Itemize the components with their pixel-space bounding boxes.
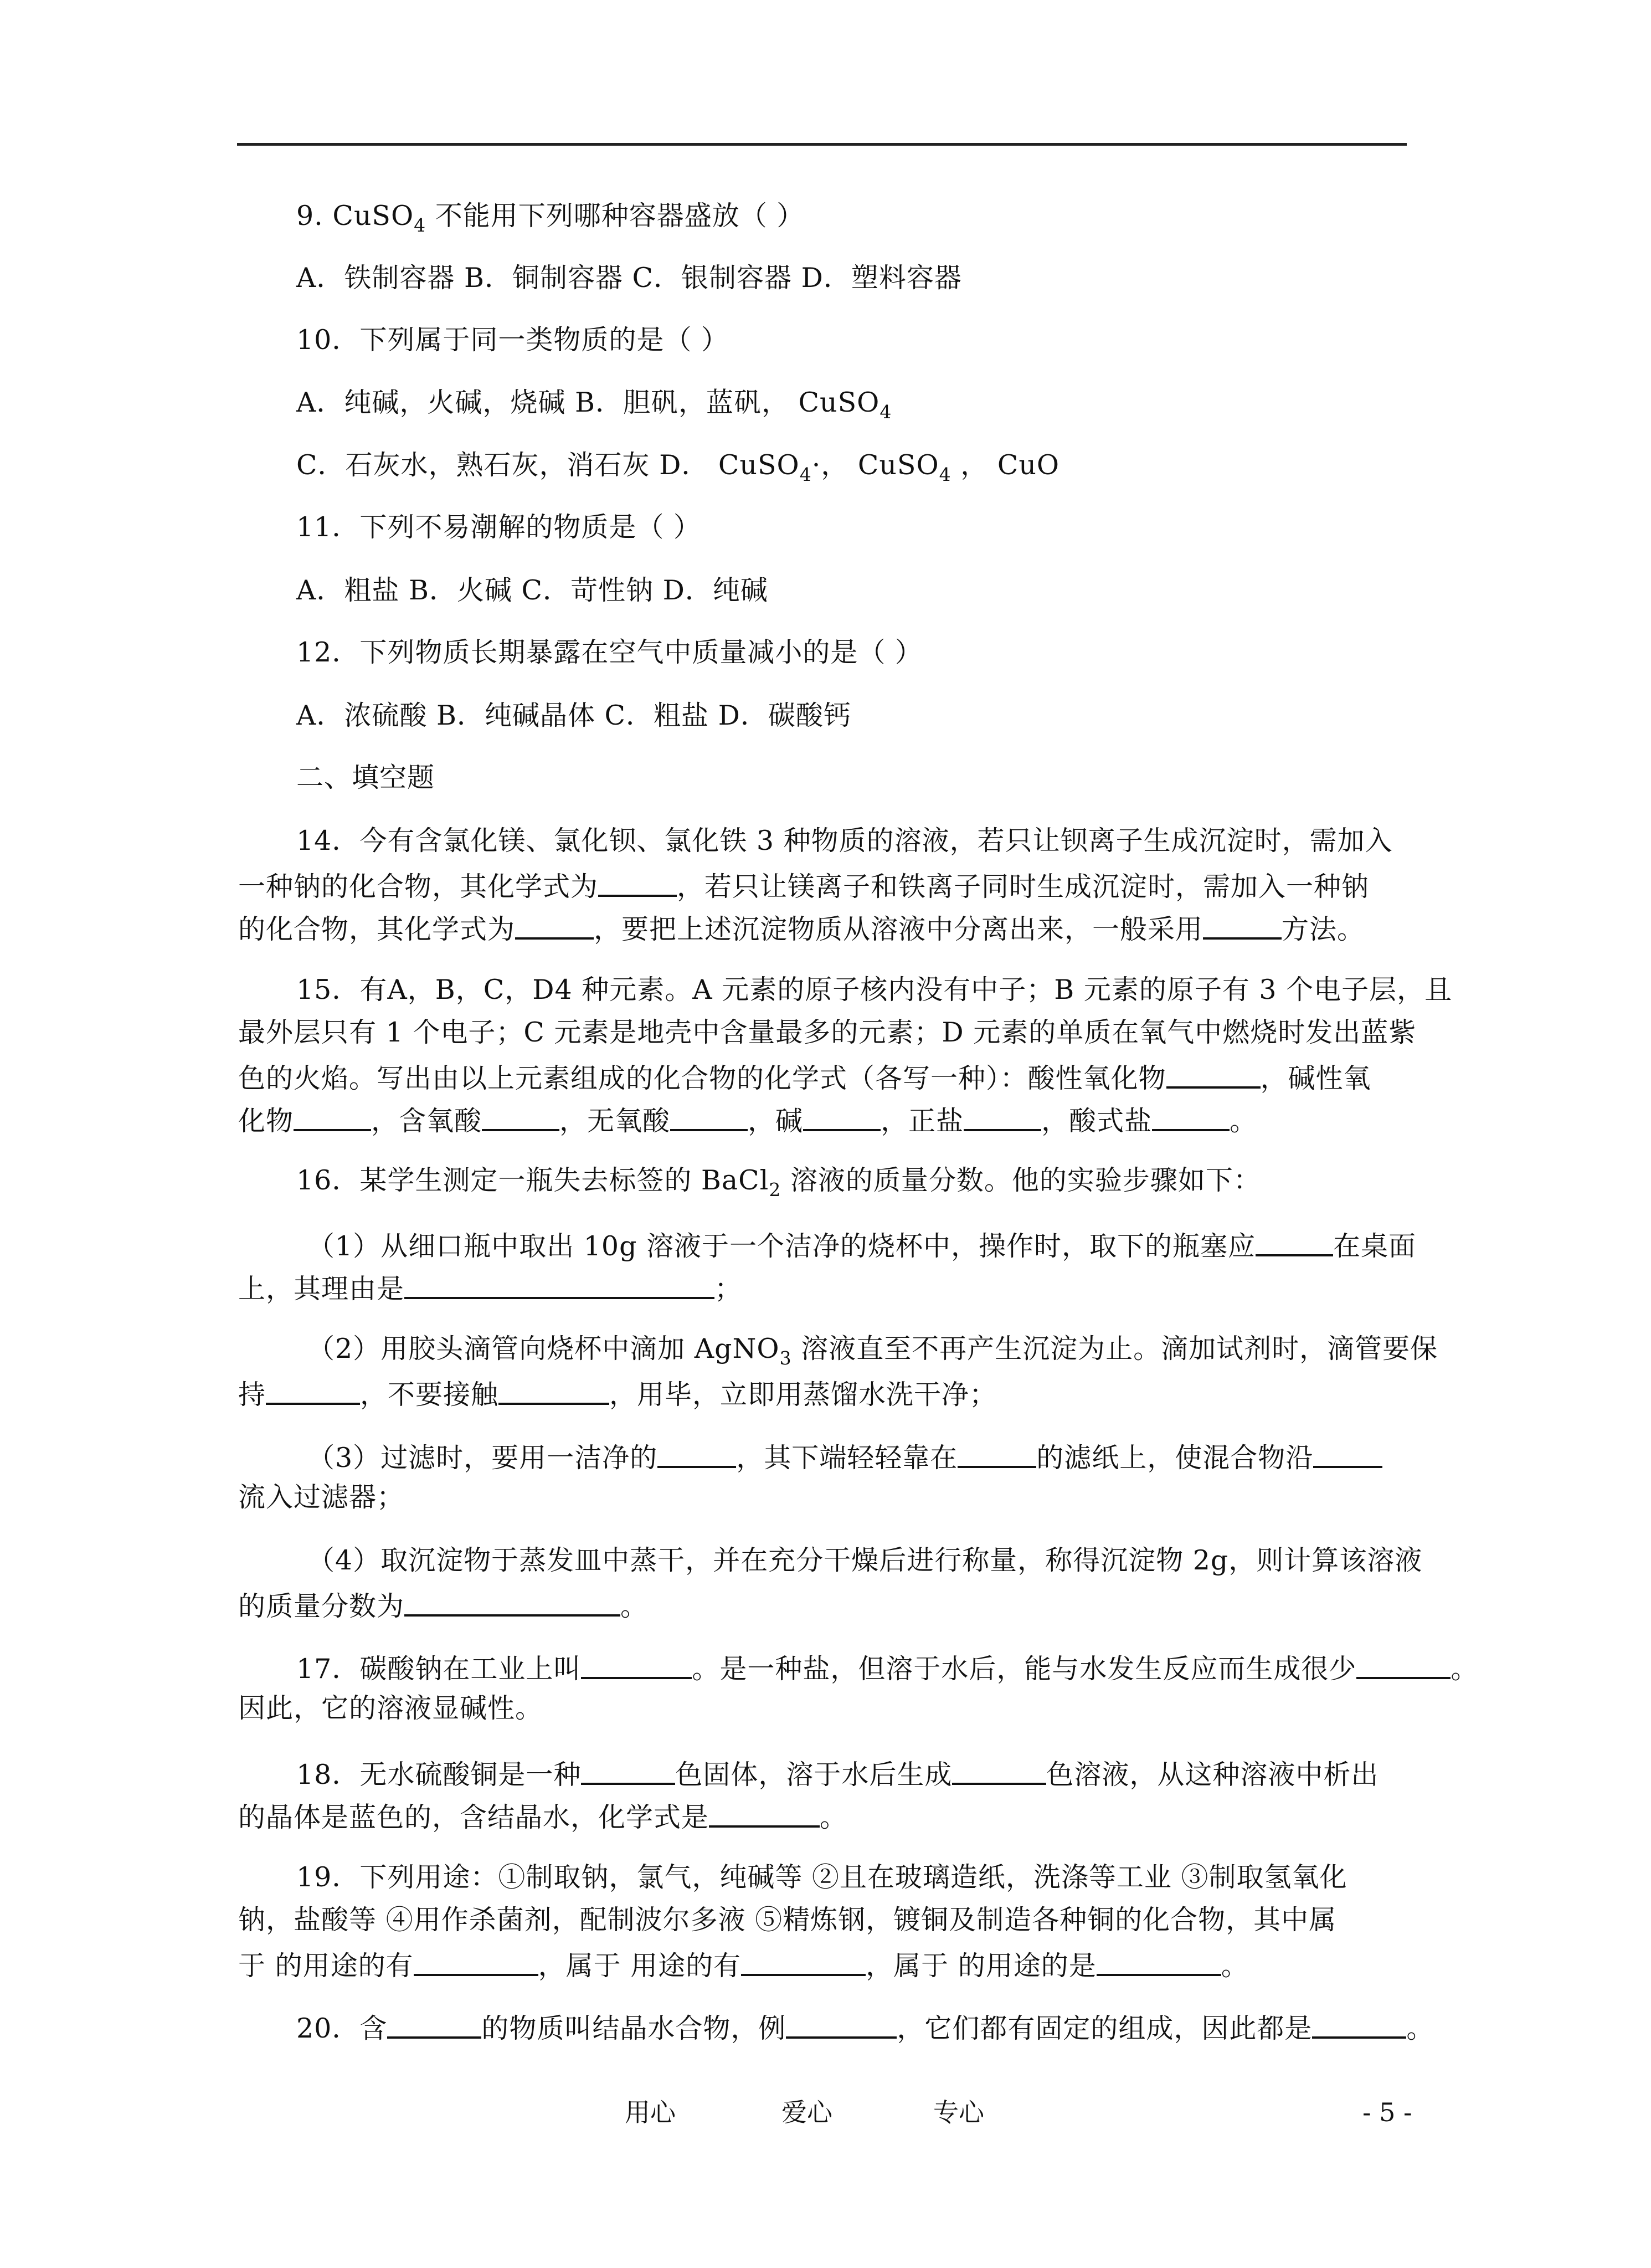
question-19-line-2: 钠，盐酸等 ④用作杀菌剂，配制波尔多液 ⑤精炼钢，镀铜及制造各种铜的化合物，其中属 xyxy=(238,1904,1337,1936)
answer-blank[interactable] xyxy=(598,867,677,897)
question-16-step-3-line-1: （3）过滤时，要用一洁净的 ，其下端轻轻靠在 的滤纸上，使混合物沿 xyxy=(307,1438,1382,1475)
question-18-line-1: 18．无水硫酸铜是一种 色固体，溶于水后生成 色溶液，从这种溶液中析出 xyxy=(296,1755,1379,1792)
answer-blank[interactable] xyxy=(266,1375,360,1405)
answer-blank[interactable] xyxy=(657,1438,736,1468)
answer-blank[interactable] xyxy=(1152,1101,1230,1131)
answer-blank[interactable] xyxy=(1166,1059,1261,1089)
answer-blank[interactable] xyxy=(294,1101,371,1131)
question-14-line-1: 14．今有含氯化镁、氯化钡、氯化铁 3 种物质的溶液，若只让钡离子生成沉淀时，需加入 xyxy=(296,825,1393,856)
answer-blank[interactable] xyxy=(1356,1649,1451,1679)
question-12: 12．下列物质长期暴露在空气中质量减小的是（ ） xyxy=(296,637,923,668)
question-15-line-2: 最外层只有 1 个电子；C 元素是地壳中含量最多的元素；D 元素的单质在氧气中燃烧时发出蓝紫 xyxy=(238,1017,1417,1048)
page-number: - 5 - xyxy=(1362,2097,1412,2127)
answer-blank[interactable] xyxy=(1256,1227,1333,1256)
answer-blank[interactable] xyxy=(709,1798,820,1828)
question-14-line-2: 一种钠的化合物，其化学式为 ，若只让镁离子和铁离子同时生成沉淀时，需加入一种钠 xyxy=(238,867,1369,904)
answer-blank[interactable] xyxy=(1313,1438,1382,1468)
question-15-line-1: 15．有A，B，C，D4 种元素。A 元素的原子核内没有中子；B 元素的原子有 3 个电子层，且 xyxy=(296,974,1453,1005)
question-11: 11．下列不易潮解的物质是（ ） xyxy=(296,511,701,543)
header-rule xyxy=(237,143,1407,146)
question-15-line-4: 化物 ，含氧酸 ，无氧酸 ，碱 ，正盐 ，酸式盐 。 xyxy=(238,1101,1257,1138)
answer-blank[interactable] xyxy=(964,1101,1041,1131)
answer-blank[interactable] xyxy=(404,1269,714,1299)
answer-blank[interactable] xyxy=(952,1755,1046,1785)
question-16: 16．某学生测定一瓶失去标签的 BaCl$_2$ 溶液的质量分数。他的实验步骤如下： xyxy=(296,1164,1261,1200)
answer-blank[interactable] xyxy=(581,1649,692,1679)
question-18-line-2: 的晶体是蓝色的，含结晶水，化学式是 。 xyxy=(238,1798,847,1834)
answer-blank[interactable] xyxy=(786,2009,897,2039)
answer-blank[interactable] xyxy=(387,2009,481,2039)
question-16-step-1-line-1: （1）从细口瓶中取出 10g 溶液于一个洁净的烧杯中，操作时，取下的瓶塞应 在桌面 xyxy=(307,1227,1416,1263)
answer-blank[interactable] xyxy=(581,1755,675,1785)
question-9: 9. CuSO$_4$ 不能用下列哪种容器盛放（ ） xyxy=(296,200,805,236)
question-10: 10．下列属于同一类物质的是（ ） xyxy=(296,324,729,356)
question-16-step-3-line-2: 流入过滤器； xyxy=(238,1481,405,1513)
answer-blank[interactable] xyxy=(515,910,594,940)
question-12-options: A．浓硫酸 B．纯碱晶体 C．粗盐 D．碳酸钙 xyxy=(296,700,851,731)
question-19-line-3: 于 的用途的有 ，属于 用途的有 ，属于 的用途的是 。 xyxy=(238,1946,1249,1983)
answer-blank[interactable] xyxy=(404,1587,620,1617)
answer-blank[interactable] xyxy=(741,1946,866,1976)
question-16-step-4-line-1: （4）取沉淀物于蒸发皿中蒸干，并在充分干燥后进行称量，称得沉淀物 2g，则计算该溶液 xyxy=(307,1545,1423,1576)
answer-blank[interactable] xyxy=(498,1375,609,1405)
question-16-step-4-line-2: 的质量分数为 。 xyxy=(238,1587,648,1623)
answer-blank[interactable] xyxy=(1097,1946,1221,1976)
footer-motto-2: 爱心 xyxy=(781,2097,832,2127)
section-heading-fill-in: 二、填空题 xyxy=(296,762,435,793)
answer-blank[interactable] xyxy=(958,1438,1036,1468)
question-10-options-ab: A．纯碱，火碱，烧碱 B．胆矾，蓝矾， CuSO$_4$ xyxy=(296,387,892,423)
answer-blank[interactable] xyxy=(1312,2009,1406,2039)
answer-blank[interactable] xyxy=(670,1101,748,1131)
question-16-step-2-line-2: 持 ，不要接触 ，用毕，立即用蒸馏水洗干净； xyxy=(238,1375,997,1412)
question-16-step-1-line-2: 上，其理由是 ； xyxy=(238,1269,742,1306)
question-17-line-2: 因此，它的溶液显碱性。 xyxy=(238,1692,543,1724)
answer-blank[interactable] xyxy=(414,1946,538,1976)
answer-blank[interactable] xyxy=(803,1101,881,1131)
question-20: 20．含 的物质叫结晶水合物，例 ，它们都有固定的组成，因此都是 。 xyxy=(296,2009,1434,2045)
question-14-line-3: 的化合物，其化学式为 ，要把上述沉淀物质从溶液中分离出来，一般采用 方法。 xyxy=(238,910,1365,946)
question-16-step-2-line-1: （2）用胶头滴管向烧杯中滴加 AgNO$_3$ 溶液直至不再产生沉淀为止。滴加试剂时，滴管要保 xyxy=(307,1333,1438,1369)
footer-motto-1: 用心 xyxy=(625,2097,676,2127)
question-15-line-3: 色的火焰。写出由以上元素组成的化合物的化学式（各写一种）：酸性氧化物 ，碱性氧 xyxy=(238,1059,1371,1095)
answer-blank[interactable] xyxy=(482,1101,559,1131)
question-10-options-cd: C．石灰水，熟石灰，消石灰 D． CuSO$_4$·， CuSO$_4$ ， CuO xyxy=(296,449,1060,485)
answer-blank[interactable] xyxy=(1203,910,1282,940)
question-9-options: A．铁制容器 B．铜制容器 C．银制容器 D．塑料容器 xyxy=(296,262,962,294)
footer-motto-3: 专心 xyxy=(933,2097,984,2127)
question-17-line-1: 17．碳酸钠在工业上叫 。是一种盐，但溶于水后，能与水发生反应而生成很少 。 xyxy=(296,1649,1478,1686)
question-19-line-1: 19．下列用途：①制取钠，氯气，纯碱等 ②且在玻璃造纸，洗涤等工业 ③制取氢氧化 xyxy=(296,1861,1347,1893)
question-11-options: A．粗盐 B．火碱 C．苛性钠 D．纯碱 xyxy=(296,574,768,606)
